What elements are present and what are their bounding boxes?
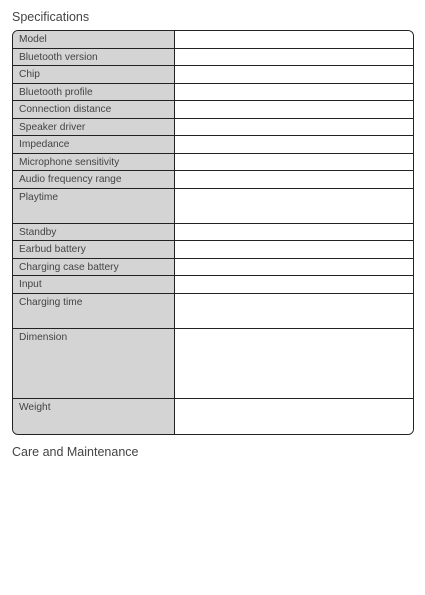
spec-value <box>175 276 413 293</box>
spec-value <box>175 241 413 258</box>
spec-label: Earbud battery <box>13 241 175 258</box>
spec-row-weight <box>13 399 413 434</box>
spec-label: Audio frequency range <box>13 171 175 188</box>
spec-row-dimension <box>13 329 413 399</box>
spec-label: Microphone sensitivity <box>13 154 175 171</box>
spec-label: Bluetooth version <box>13 49 175 66</box>
spec-row-speaker-driver <box>13 119 413 137</box>
specifications-table <box>12 30 414 435</box>
spec-label: Input <box>13 276 175 293</box>
spec-value <box>175 294 413 328</box>
spec-row-model <box>13 31 413 49</box>
spec-label: Charging case battery <box>13 259 175 276</box>
spec-value <box>175 84 413 101</box>
spec-row-charging-case-battery <box>13 259 413 277</box>
spec-row-bluetooth-profile <box>13 84 413 102</box>
spec-label: Impedance <box>13 136 175 153</box>
spec-row-audio-frequency-range <box>13 171 413 189</box>
spec-value <box>175 399 413 434</box>
spec-row-playtime <box>13 189 413 224</box>
spec-row-charging-time <box>13 294 413 329</box>
spec-value <box>175 171 413 188</box>
spec-row-connection-distance <box>13 101 413 119</box>
spec-row-impedance <box>13 136 413 154</box>
spec-row-chip <box>13 66 413 84</box>
spec-value <box>175 189 413 223</box>
spec-value <box>175 66 413 83</box>
spec-label: Speaker driver <box>13 119 175 136</box>
spec-label: Dimension <box>13 329 175 398</box>
spec-value <box>175 31 413 48</box>
spec-label: Bluetooth profile <box>13 84 175 101</box>
spec-value <box>175 259 413 276</box>
spec-value <box>175 224 413 241</box>
specifications-heading: Specifications <box>12 10 90 24</box>
spec-value <box>175 49 413 66</box>
spec-value <box>175 119 413 136</box>
spec-label: Model <box>13 31 175 48</box>
spec-value <box>175 154 413 171</box>
care-maintenance-heading: Care and Maintenance <box>12 445 139 459</box>
spec-label: Chip <box>13 66 175 83</box>
spec-value <box>175 329 413 398</box>
spec-label: Connection distance <box>13 101 175 118</box>
spec-row-microphone-sensitivity <box>13 154 413 172</box>
spec-value <box>175 101 413 118</box>
spec-value <box>175 136 413 153</box>
spec-row-bluetooth-version <box>13 49 413 67</box>
spec-label: Weight <box>13 399 175 434</box>
spec-row-earbud-battery <box>13 241 413 259</box>
spec-row-input <box>13 276 413 294</box>
spec-row-standby <box>13 224 413 242</box>
spec-label: Standby <box>13 224 175 241</box>
spec-label: Charging time <box>13 294 175 328</box>
spec-label: Playtime <box>13 189 175 223</box>
